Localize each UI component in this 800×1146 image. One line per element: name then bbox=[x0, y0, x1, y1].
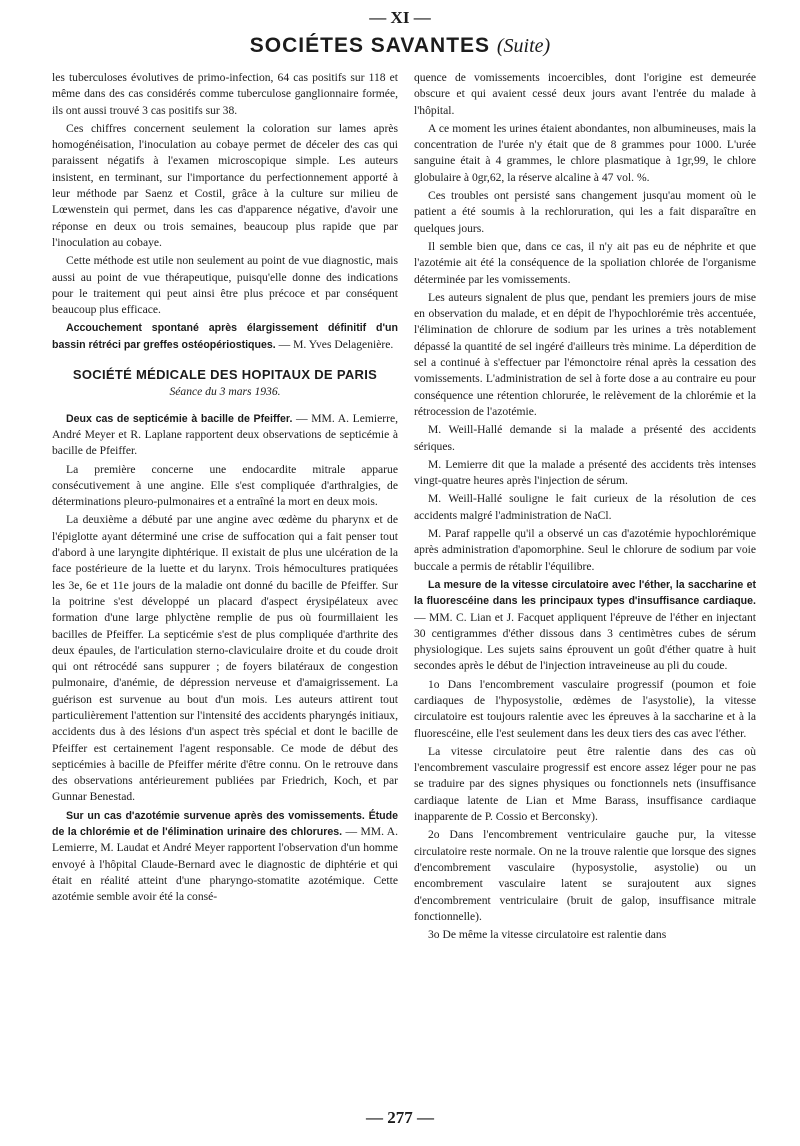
section-heading: SOCIÉTÉ MÉDICALE DES HOPITAUX DE PARIS bbox=[72, 367, 378, 383]
paragraph: Les auteurs signalent de plus que, pendant les premiers jours de mise en observation du malade, et en dépit de l'hypochlorémie très accentuée, l'élimination de chlorure de sodium par les urines a très notablement dépassé la quantité de sel ingéré d'ailleurs très minime. La déperdition de sel a continué à s'effectuer par l'émonctoire rénal après la cessation des vomissements. L'administration de sel à forte dose a au contraire eu pour conséquence une rétention chlorurée, le relèvement de la chlorémie et la rétrocession de l'azotémie. bbox=[414, 290, 756, 418]
roman-page-number: — XI — bbox=[369, 8, 431, 27]
paragraph: les tuberculoses évolutives de primo-infection, 64 cas positifs sur 118 et même dans des cas considérés comme tuberculose ganglionnaire formée, ils ont aussi trouvé 3 cas positifs sur 38. bbox=[52, 71, 398, 117]
paragraph: 1o Dans l'encombrement vasculaire progressif (poumon et foie cardiaques de l'hyposystolie, œdèmes de l'asystolie), la vitesse circulatoire est toujours ralentie avec les épreuves à la saccharine et à la fluorescéine, elle l'est seulement dans les deux tiers des cas avec l'éther. bbox=[414, 677, 756, 740]
paragraph: quence de vomissements incoercibles, dont l'origine est demeurée obscure et qui avaient cessé deux jours avant l'entrée du malade à l'hôpital. bbox=[414, 71, 756, 117]
page-number: — 277 — bbox=[366, 1108, 434, 1127]
paragraph: Ces troubles ont persisté sans changement jusqu'au moment où le patient a été soumis à la rechloruration, qui les a fait disparaître en quelques jours. bbox=[414, 189, 756, 235]
paragraph: 2o Dans l'encombrement ventriculaire gauche pur, la vitesse circulatoire reste normale. On ne la trouve ralentie que lorsque des signes d'encombrement vasculaire (hyposystolie, asystolie) ou un encombrement vasculaire latent se surajoutent aux signes d'encombrement ventriculaire (bruit de galop, insuffisance mitrale fonctionnelle). bbox=[414, 828, 756, 923]
communication-authors: — M. Yves Delagenière. bbox=[275, 337, 394, 351]
paragraph bbox=[414, 577, 756, 675]
title-suite: (Suite) bbox=[496, 35, 551, 57]
paragraph: 3o De même la vitesse circulatoire est ralentie dans bbox=[428, 928, 667, 942]
paragraph: La première concerne une endocardite mitrale apparue consécutivement à une angine. Elle s'est compliquée d'arthralgies, de déterminations pleuro-pulmonaires et a entraîné la mort en deux mois. bbox=[52, 462, 398, 509]
page-title bbox=[0, 34, 800, 58]
left-column bbox=[52, 70, 398, 1100]
communication-authors: — MM. C. Lian et J. Facquet appliquent l'épreuve de l'éther en injectant 30 centigrammes d'éther dissous dans 3 centimètres cubes de sérum physiologique. Les sujets sains éprouvent un goût d'éther quatre à huit secondes après le début de l'injection intraveineuse au pli du coude. bbox=[414, 610, 756, 673]
paragraph: La vitesse circulatoire peut être ralentie dans des cas où l'encombrement vasculaire progressif est encore assez léger pour ne pas se traduire par des signes physiques ou fonctionnels nets (insuffisance cardiaque latente de Lian et Mme Barass, insuffisance cardiaque inapparente de P. Cossio et Berconsky). bbox=[414, 744, 756, 824]
communication-authors: — MM. A. Lemierre, André Meyer et R. Laplane rapportent deux observations de septicémie à bacille de Pfeiffer. bbox=[52, 411, 398, 458]
title-main: SOCIÉTES SAVANTES bbox=[249, 34, 491, 57]
paragraph bbox=[52, 320, 398, 353]
communication-title: La mesure de la vitesse circulatoire avec l'éther, la saccharine et la fluorescéine dans les principaux types d'insuffisance cardiaque. bbox=[414, 578, 756, 608]
paragraph: M. Weill-Hallé souligne le fait curieux de la résolution de ces accidents malgré l'administration de NaCl. bbox=[414, 492, 756, 522]
paragraph: M. Weill-Hallé demande si la malade a présenté des accidents sériques. bbox=[414, 423, 756, 453]
paragraph bbox=[52, 808, 398, 906]
paragraph: La deuxième a débuté par une angine avec œdème du pharynx et de l'épiglotte ayant déterminé une crise de suffocation qui a fait penser tout d'abord à une laryngite diphtérique. Il existait de plus une ulcération de la face postérieure de la luette et du larynx. Trois hémocultures pratiquées les 3e, 6e et 11e jours de la maladie ont donné du bacille de Pfeiffer. Sur la poitrine s'est développé un placard d'aspect érysipélateux avec formation d'une large phlyctène remplie de pus où fourmillaient les bacilles de Pfeiffer. La septicémie s'est de plus compliquée d'arthrite des deux épaules, de l'articulation sterno-claviculaire droite et du coude droit qui ont rétrocédé sans suppurer ; de foyers bilatéraux de congestion pulmonaire, d'anémie, de dépression nerveuse et d'amaigrissement. La guérison est survenue au bout d'un mois. Les auteurs attirent tout particulièrement l'attention sur l'intensité des accidents pharyngés initiaux, accidents dus à des lésions d'un aspect très spécial et dont le bacille de Pfeiffer est certainement l'agent responsable. Ce mode de début des septicémies à bacille de Pfeiffer mérite d'être connu. On le retrouve dans des observations antérieurement publiées par Friedrich, Koch, et par Gunnar Benestad. bbox=[52, 513, 398, 804]
paragraph: Cette méthode est utile non seulement au point de vue diagnostic, mais aussi au point de vue thérapeutique, puisqu'elle donne des indications pour le traitement qui peut ainsi être plus précoce et par conséquent beaucoup plus efficace. bbox=[52, 254, 398, 317]
communication-title: Sur un cas d'azotémie survenue après des vomissements. Étude de la chlorémie et de l'élimination urinaire des chlorures. bbox=[52, 809, 398, 839]
communication-authors: — MM. A. Lemierre, M. Laudat et André Meyer rapportent l'observation d'un homme envoyé à l'hôpital Claude-Bernard avec le diagnostic de diphtérie et qui était en réalité atteint d'une pharyngo-stomatite azotémique. Cette azotémie semble avoir été la consé- bbox=[52, 825, 398, 904]
paragraph: M. Paraf rappelle qu'il a observé un cas d'azotémie hypochlorémique après administration d'apomorphine. Seul le chlorure de sodium par voie buccale a permis de rétablir l'équilibre. bbox=[414, 527, 756, 573]
session-date: Séance du 3 mars 1936. bbox=[169, 385, 281, 399]
paragraph bbox=[52, 411, 398, 460]
right-column bbox=[414, 70, 756, 1100]
paragraph: M. Lemierre dit que la malade a présenté des accidents très intenses vingt-quatre heures après l'injection de sérum. bbox=[414, 457, 756, 488]
paragraph: Ces chiffres concernent seulement la coloration sur lames après homogénéisation, l'inoculation au cobaye permet de déceler des cas qui paraissent négatifs à l'examen microscopique simple. Les auteurs insistent, en terminant, sur l'importance du perfectionnement apporté à leur méthode par Saenz et Costil, grâce à la culture sur milieu de Lœwenstein qui permet, dans les cas d'apparence négative, d'avoir une réponse en deux ou trois semaines, beaucoup plus rapide que par l'inoculation au cobaye. bbox=[52, 121, 398, 249]
paragraph: A ce moment les urines étaient abondantes, non albumineuses, mais la concentration de l'urée n'y était que de 8 grammes pour 1000. L'urée sanguine était à 4 grammes, le chlore plasmatique à 1gr,99, le chlore globulaire à 0gr,62, la réserve alcaline à 47 vol. %. bbox=[414, 121, 756, 184]
paragraph: Il semble bien que, dans ce cas, il n'y ait pas eu de néphrite et que l'azotémie ait été la conséquence de la spoliation chlorée de l'organisme déterminée par les vomissements. bbox=[414, 239, 756, 286]
communication-title: Accouchement spontané après élargissement définitif d'un bassin rétréci par greffes ostéopériostiques. bbox=[52, 322, 398, 351]
communication-title: Deux cas de septicémie à bacille de Pfeiffer. bbox=[66, 412, 293, 425]
